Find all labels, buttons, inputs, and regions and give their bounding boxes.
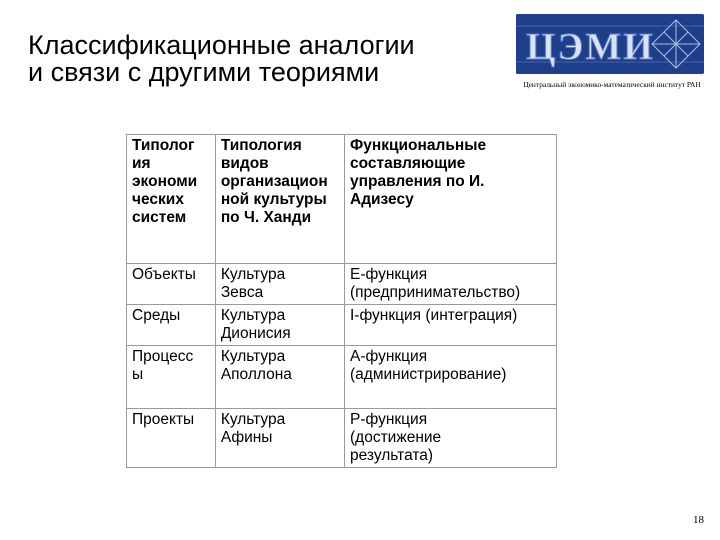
table-cell: I-функция (интеграция)	[345, 305, 557, 346]
table-cell: А-функция (администрирование)	[345, 346, 557, 409]
table-cell: Среды	[127, 305, 216, 346]
typology-table	[126, 134, 557, 468]
table-cell: Р-функция (достижение результата)	[345, 409, 557, 468]
table-cell: Культура Зевса	[215, 264, 344, 305]
table-row	[127, 264, 557, 305]
slide-title-line-1: Классификационные аналогии	[28, 30, 415, 60]
page-number: 18	[693, 514, 704, 526]
header-adizes-functions: Функциональные составляющие управления по И. Адизесу	[345, 135, 557, 264]
table-cell: Культура Афины	[215, 409, 344, 468]
table-cell: Объекты	[127, 264, 216, 305]
header-economic-systems: Типолог ия экономи ческих систем	[127, 135, 216, 264]
slide-title-line-2: и связи с другими теориями	[28, 57, 380, 87]
table-row	[127, 305, 557, 346]
table-cell: Культура Аполлона	[215, 346, 344, 409]
cemi-logo	[516, 14, 704, 74]
table-row	[127, 346, 557, 409]
table-cell: Процесс ы	[127, 346, 216, 409]
logo-text: ЦЭМИ	[526, 26, 655, 68]
cemi-logo-graphic	[516, 14, 704, 74]
header-handy-culture: Типология видов организацион ной культуры по Ч. Ханди	[215, 135, 344, 264]
table-row	[127, 409, 557, 468]
table-cell: Культура Дионисия	[215, 305, 344, 346]
table-header-row	[127, 135, 557, 264]
logo-caption: Центральный экономико-математический институт РАН	[523, 80, 701, 89]
slide-title	[28, 32, 498, 86]
table-cell: Проекты	[127, 409, 216, 468]
table-cell: Е-функция (предпринимательство)	[345, 264, 557, 305]
